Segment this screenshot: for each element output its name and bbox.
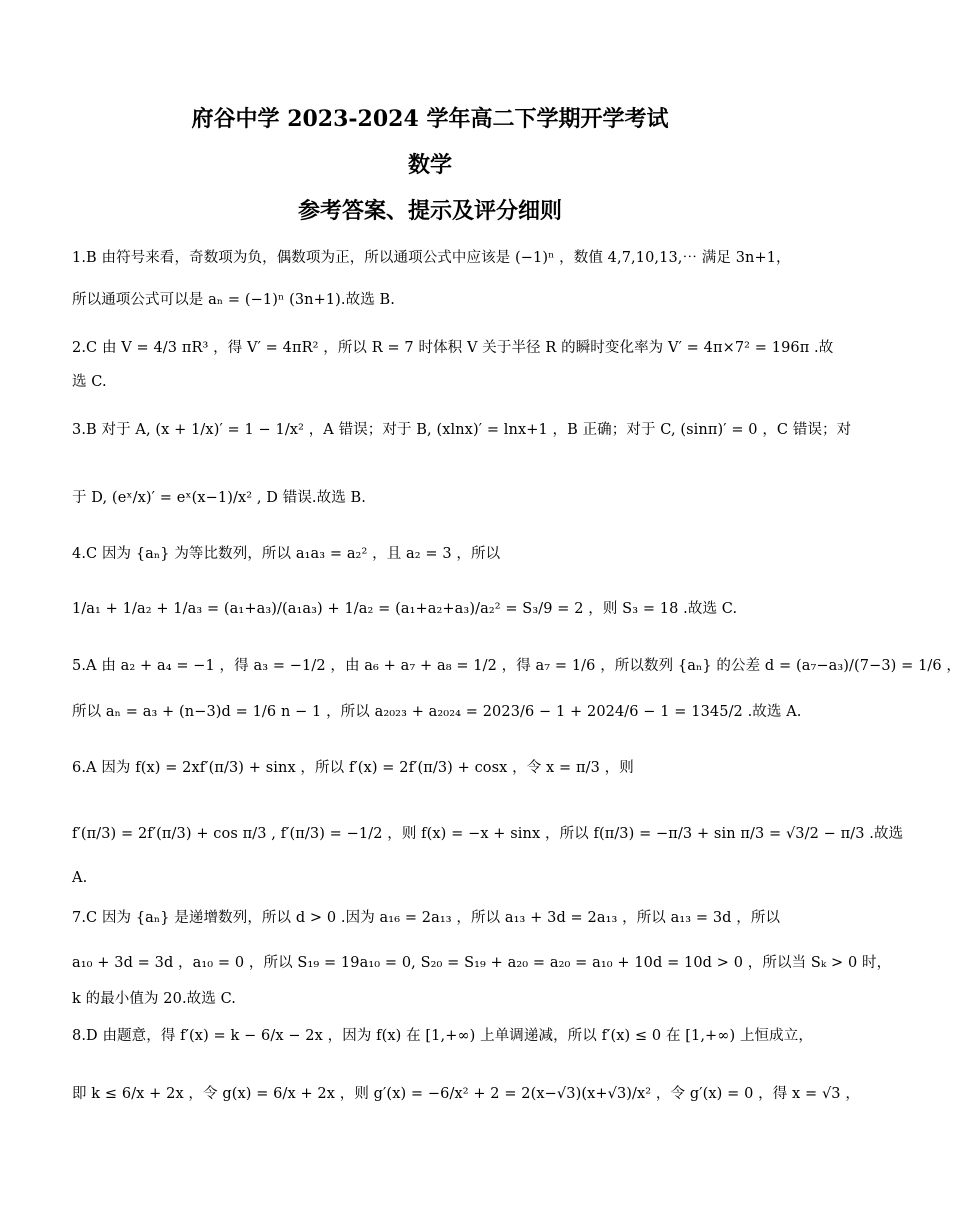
answer-6-line-1: 6.A 因为 f(x) = 2xf′(π/3) + sinx ，所以 f′(x) = 2f′(π/3) + cosx ，令 x = π/3 ，则 xyxy=(72,760,634,776)
answer-8-line-2: 即 k ≤ 6/x + 2x ，令 g(x) = 6/x + 2x ，则 g′(x) = −6/x² + 2 = 2(x−√3)(x+√3)/x² ，令 g′(x) = 0 ，得 x = √3 ， xyxy=(72,1086,860,1102)
answer-5-line-2: 所以 aₙ = a₃ + (n−3)d = 1/6 n − 1 ，所以 a₂₀₂₃ + a₂₀₂₄ = 2023/6 − 1 + 2024/6 − 1 = 1345/2 .故选 A. xyxy=(72,704,802,720)
answer-key-title: 参考答案、提示及评分细则 xyxy=(297,198,562,224)
subject-title: 数学 xyxy=(407,152,452,178)
answer-1-line-2: 所以通项公式可以是 aₙ = (−1)ⁿ (3n+1).故选 B. xyxy=(72,292,395,308)
answer-4-line-1: 4.C 因为 {aₙ} 为等比数列，所以 a₁a₃ = a₂² ，且 a₂ = 3 ，所以 xyxy=(72,546,501,562)
answer-2-line-1: 2.C 由 V = 4/3 πR³ ，得 V′ = 4πR² ，所以 R = 7 时体积 V 关于半径 R 的瞬时变化率为 V′ = 4π×7² = 196π .故 xyxy=(72,340,834,356)
exam-title: 府谷中学 2023-2024 学年高二下学期开学考试 xyxy=(191,106,669,132)
answer-6-line-3: A. xyxy=(72,870,88,886)
answer-3-line-2: 于 D, (eˣ/x)′ = eˣ(x−1)/x² , D 错误.故选 B. xyxy=(72,490,367,506)
answer-7-line-1: 7.C 因为 {aₙ} 是递增数列，所以 d > 0 .因为 a₁₆ = 2a₁₃ ，所以 a₁₃ + 3d = 2a₁₃ ，所以 a₁₃ = 3d ，所以 xyxy=(72,910,781,926)
answer-7-line-2: a₁₀ + 3d = 3d ，a₁₀ = 0 ，所以 S₁₉ = 19a₁₀ = 0, S₂₀ = S₁₉ + a₂₀ = a₂₀ = a₁₀ + 10d = 10d > 0 ，所以当 Sₖ > 0 时， xyxy=(72,955,892,971)
answer-6-line-2: f′(π/3) = 2f′(π/3) + cos π/3 , f′(π/3) = −1/2 ，则 f(x) = −x + sinx ，所以 f(π/3) = −π/3 + sin π/3 = √3/2 − π/3 .故选 xyxy=(72,826,904,842)
answer-7-line-3: k 的最小值为 20.故选 C. xyxy=(72,991,236,1007)
answer-8-line-1: 8.D 由题意，得 f′(x) = k − 6/x − 2x ，因为 f(x) 在 [1,+∞) 上单调递减，所以 f′(x) ≤ 0 在 [1,+∞) 上恒成立， xyxy=(72,1028,813,1044)
answer-2-line-2: 选 C. xyxy=(72,374,107,390)
answer-4-line-2: 1/a₁ + 1/a₂ + 1/a₃ = (a₁+a₃)/(a₁a₃) + 1/a₂ = (a₁+a₂+a₃)/a₂² = S₃/9 = 2 ，则 S₃ = 18 .故选 C. xyxy=(72,601,738,617)
answer-3-line-1: 3.B 对于 A, (x + 1/x)′ = 1 − 1/x² ，A 错误；对于 B, (xlnx)′ = lnx+1 ，B 正确；对于 C, (sinπ)′ = 0 ，C 错误；对 xyxy=(72,422,852,438)
answer-1-line-1: 1.B 由符号来看，奇数项为负，偶数项为正，所以通项公式中应该是 (−1)ⁿ ，数值 4,7,10,13,⋯ 满足 3n+1， xyxy=(72,250,791,266)
answer-5-line-1: 5.A 由 a₂ + a₄ = −1 ，得 a₃ = −1/2 ，由 a₆ + a₇ + a₈ = 1/2 ，得 a₇ = 1/6 ，所以数列 {aₙ} 的公差 d = (a₇−a₃)/(7−3) = 1/6 ， xyxy=(72,658,961,674)
